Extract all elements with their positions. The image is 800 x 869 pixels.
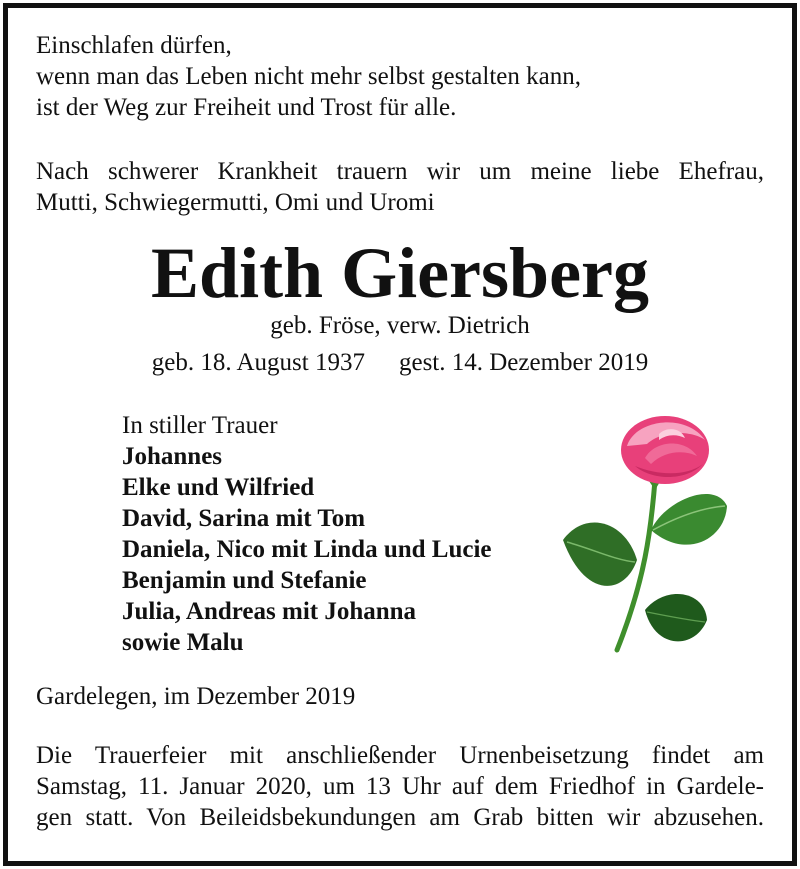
funeral-line: gen statt. Von Beileidsbekundungen am Grab bitten wir abzusehen. [36,804,764,831]
poem-line: wenn man das Leben nicht mehr selbst gestalten kann, [36,63,581,90]
birth-names: geb. Fröse, verw. Dietrich [270,312,530,339]
mourners-list [122,410,492,658]
mourner-name: David, Sarina mit Tom [122,505,366,532]
poem [36,30,581,123]
intro-text [36,156,764,218]
birth-date: geb. 18. August 1937 [151,349,365,376]
mourner-name: Daniela, Nico mit Linda und Lucie [122,536,492,563]
mourner-name: sowie Malu [122,629,244,656]
place-date: Gardelegen, im Dezember 2019 [36,683,356,710]
mourners-label: In stiller Trauer [122,412,278,439]
rose-leaf [651,494,727,545]
rose-image [555,410,740,670]
rose-leaf [563,523,637,586]
mourner-name: Julia, Andreas mit Johanna [122,598,417,625]
funeral-line: Die Trauerfeier mit anschließender Urnenbeisetzung findet am [36,742,764,769]
funeral-info [36,740,764,833]
poem-line: Einschlafen dürfen, [36,32,232,59]
mourner-name: Johannes [122,443,223,470]
intro-line: Mutti, Schwiegermutti, Omi und Uromi [36,189,435,216]
mourner-name: Benjamin und Stefanie [122,567,367,594]
intro-line: Nach schwerer Krankheit trauern wir um meine liebe Ehefrau, [36,158,764,185]
poem-line: ist der Weg zur Freiheit und Trost für alle. [36,94,457,121]
death-date: gest. 14. Dezember 2019 [398,349,649,376]
deceased-name: Edith Giersberg [151,233,649,313]
funeral-line: Samstag, 11. Januar 2020, um 13 Uhr auf dem Friedhof in Gardele- [36,773,764,800]
life-dates [0,348,800,378]
mourner-name: Elke und Wilfried [122,474,315,501]
